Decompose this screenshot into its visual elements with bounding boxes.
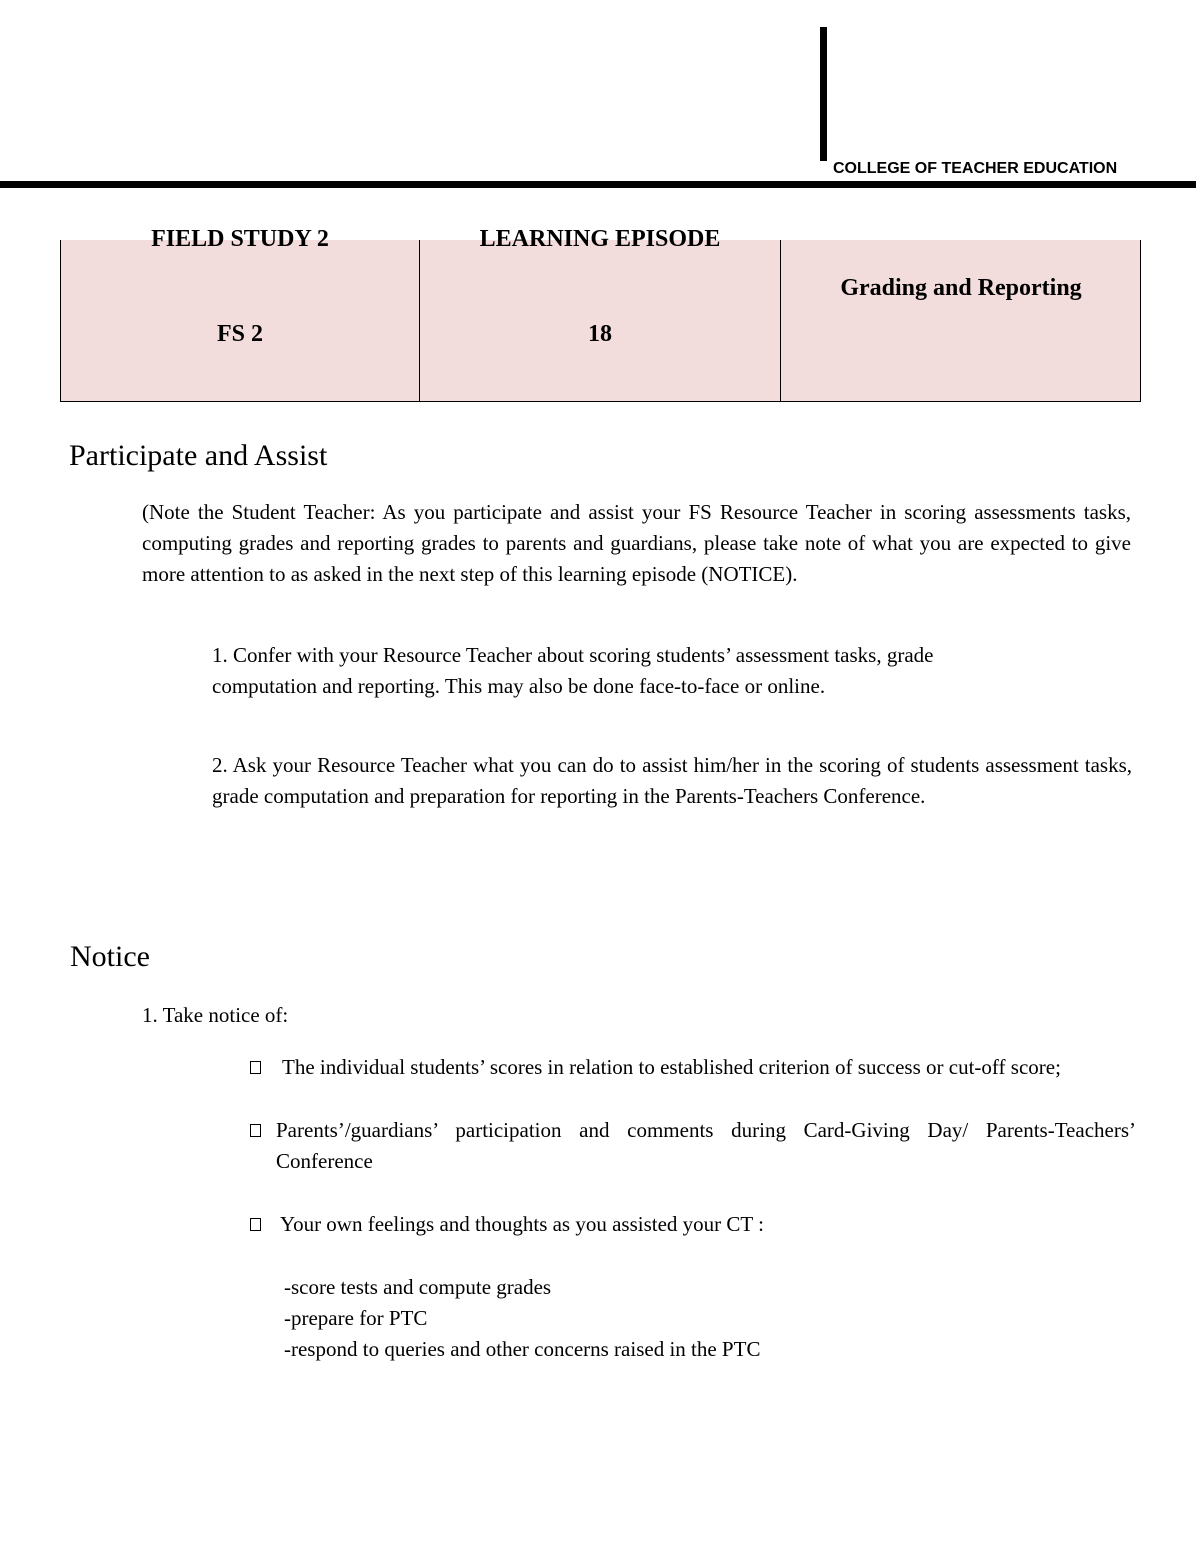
participate-item-1 <box>212 640 1131 702</box>
participate-heading: Participate and Assist <box>69 439 328 472</box>
participate-item-2: 2. Ask your Resource Teacher what you can do to assist him/her in the scoring of students assessment tasks, grade computation and preparation for reporting in the Parents-Teachers Conference. <box>212 753 1132 808</box>
checkbox-icon <box>250 1061 261 1074</box>
college-name: COLLEGE OF TEACHER EDUCATION <box>833 160 1118 177</box>
course-code: FS 2 <box>216 321 263 347</box>
topic-cell <box>781 240 1141 401</box>
notice-sub-item: -prepare for PTC <box>284 1306 428 1330</box>
episode-heading: LEARNING EPISODE <box>479 226 721 252</box>
header-vertical-bar <box>820 27 827 161</box>
course-heading: FIELD STUDY 2 <box>151 226 329 252</box>
notice-heading: Notice <box>70 940 150 973</box>
header-rule <box>0 181 1196 188</box>
episode-number: 18 <box>588 321 612 347</box>
episode-topic: Grading and Reporting <box>840 275 1082 301</box>
notice-bullet-3: Your own feelings and thoughts as you assisted your CT : <box>280 1212 764 1236</box>
participate-item-1-line-1: 1. Confer with your Resource Teacher about scoring students’ assessment tasks, grade <box>212 643 934 667</box>
student-teacher-note: (Note the Student Teacher: As you participate and assist your FS Resource Teacher in scoring assessments tasks, computing grades and reporting grades to parents and guardians, please take note of what you are expected to give more attention to as asked in the next step of this learning episode (NOTICE). <box>142 500 1131 586</box>
episode-cell <box>420 226 781 401</box>
notice-bullet-2: Parents’/guardians’ participation and comments during Card-Giving Day/ Parents-Teachers’ Conference <box>276 1118 1136 1173</box>
checkbox-icon <box>250 1218 261 1231</box>
checkbox-icon <box>250 1124 261 1137</box>
notice-bullet-1: The individual students’ scores in relation to established criterion of success or cut-off score; <box>282 1055 1061 1079</box>
notice-sub-item: -respond to queries and other concerns raised in the PTC <box>284 1337 761 1361</box>
episode-info-table <box>60 226 1141 402</box>
take-notice-label: 1. Take notice of: <box>142 1003 289 1027</box>
participate-item-1-line-2: computation and reporting. This may also be done face-to-face or online. <box>212 674 826 698</box>
notice-sub-item: -score tests and compute grades <box>284 1275 552 1299</box>
course-cell <box>61 226 420 401</box>
